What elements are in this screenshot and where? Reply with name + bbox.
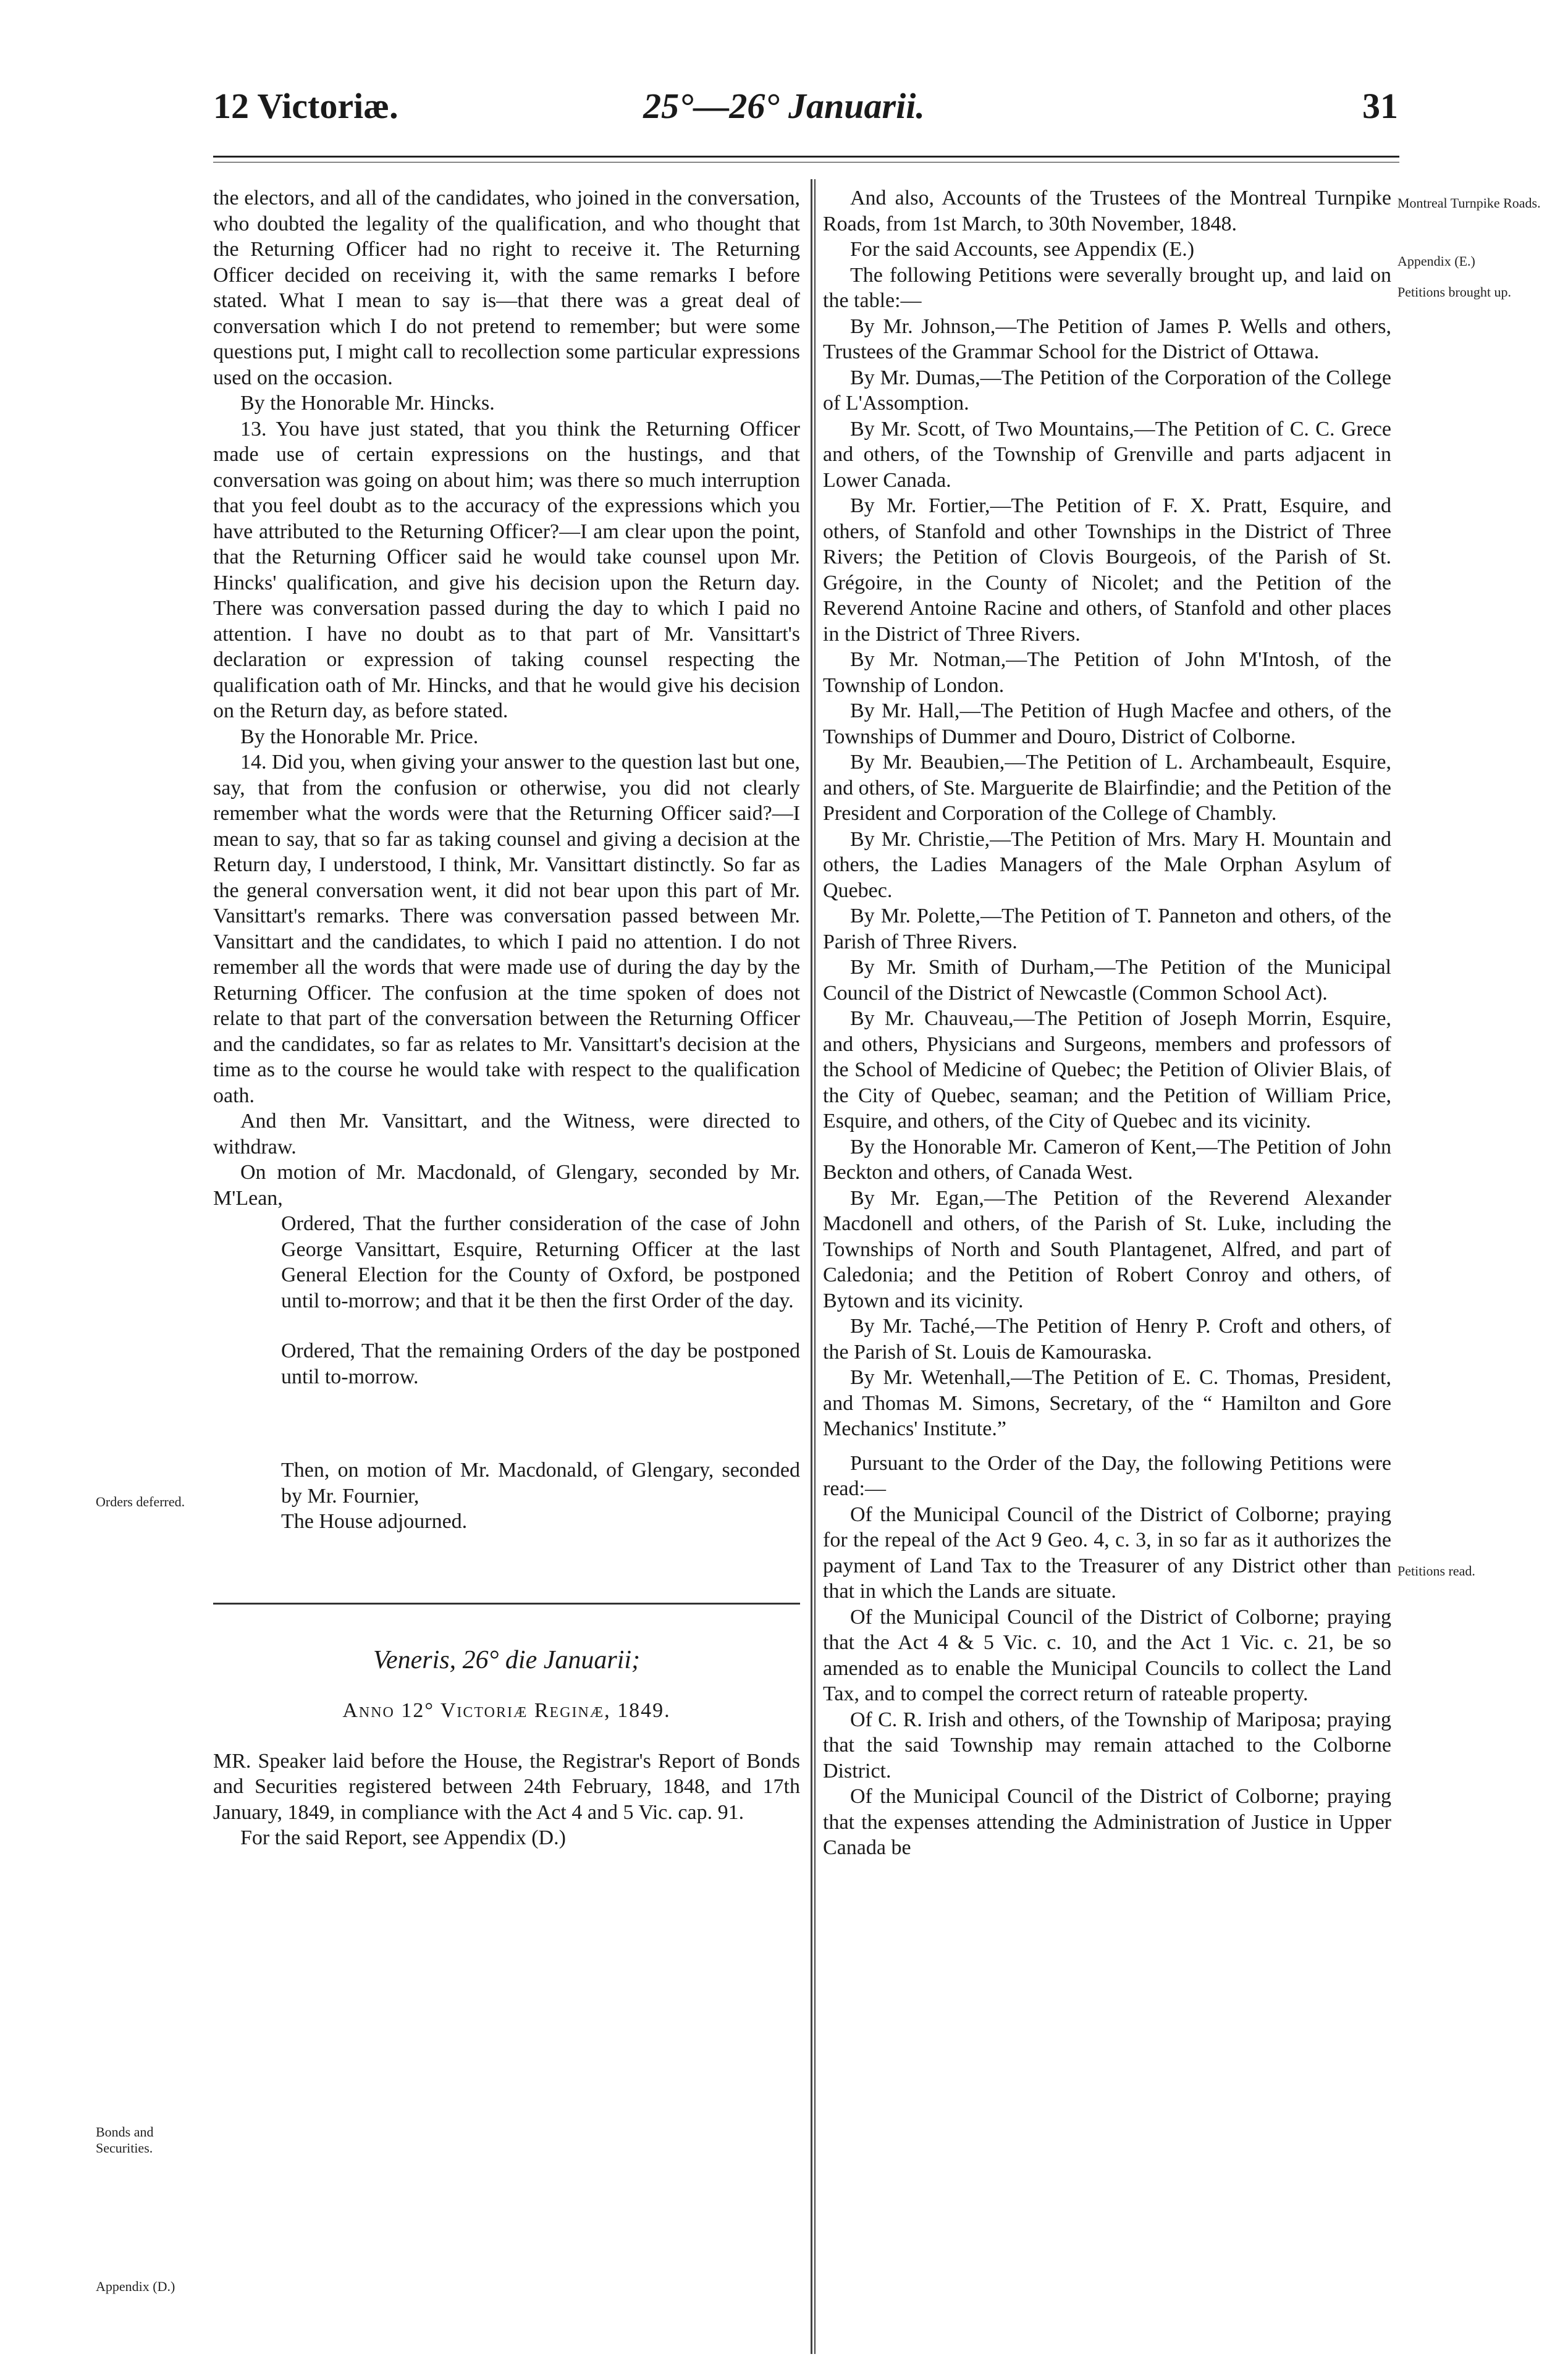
petition-entry: By Mr. Dumas,—The Petition of the Corporation of the College of L'Assomption. xyxy=(823,366,1391,415)
right-column xyxy=(823,185,1391,1861)
appendix-d-line: For the said Report, see Appendix (D.) xyxy=(240,1826,566,1849)
petition-entry: By Mr. Wetenhall,—The Petition of E. C. Thomas, President, and Thomas M. Simons, Secretary, of the “ Hamilton and Gore Mechanics' Institute.” xyxy=(823,1366,1391,1440)
question-14: 14. Did you, when giving your answer to the question last but one, say, that from the confusion or otherwise, you did not clearly remember what the words were that the Returning Officer said?—I mean to say, that so far as taking counsel and giving a decision at the Return day, I understood, I think, Mr. Vansittart distinctly. So far as the general conversation went, it did not bear upon this part of Mr. Vansittart's remarks. There was conversation passed between Mr. Vansittart and the candidates, to which I paid no attention. I do not remember all the words that were made use of during the day by the Returning Officer. The confusion at the time spoken of does not relate to that part of the conversation between the Returning Officer and the candidates, so far as relates to Mr. Vansittart's decision at the time as to the course he would take with respect to the qualification oath. xyxy=(213,751,800,1107)
header-left: 12 Victoriæ. xyxy=(213,86,398,126)
petitions-read-line: Pursuant to the Order of the Day, the following Petitions were read:— xyxy=(823,1451,1391,1500)
spacer xyxy=(213,1390,800,1457)
left-column xyxy=(213,185,800,1851)
spacer xyxy=(823,1442,1391,1451)
petitions-brought-up: The following Petitions were severally brought up, and laid on the table:— xyxy=(823,263,1391,312)
ordered-postponed: Ordered, That the remaining Orders of the day be postponed until to-morrow. xyxy=(281,1339,800,1388)
page-number: 31 xyxy=(1362,86,1398,126)
petition-entry: By Mr. Scott, of Two Mountains,—The Petition of C. C. Grece and others, of the Township of Grenville and parts adjacent in Lower Canada. xyxy=(823,417,1391,492)
header-date: 25°—26° Januarii. xyxy=(643,86,925,126)
petition-read-entry: Of the Municipal Council of the District of Colborne; praying that the expenses attending the Administration of Justice in Upper Canada be xyxy=(823,1785,1391,1859)
motion-line: On motion of Mr. Macdonald, of Glengary, seconded by Mr. M'Lean, xyxy=(213,1161,800,1210)
paragraph: the electors, and all of the candidates, who joined in the conversation, who doubted the legality of the qualification, and who thought that the Returning Officer had no right to receive it. The Returning Officer decided on receiving it, with the same remarks I before stated. What I mean to say is—that there was a great deal of conversation which I do not pretend to remember; but were some questions put, I might call to recollection some particular expressions used on the occasion. xyxy=(213,187,800,389)
spacer xyxy=(213,1314,800,1338)
question-13: 13. You have just stated, that you think the Returning Officer made use of certain expressions on the hustings, and that conversation was going on about him; was there so much interruption that you feel doubt as to the accuracy of the expressions which you have attributed to the Returning Officer?—I am clear upon the point, that the Returning Officer said he would take counsel upon Mr. Hincks' qualification, and give his decision upon the Return day. There was conversation passed during the day to which I paid no attention. I have no doubt as to that part of Mr. Vansittart's declaration or expression of taking counsel respecting the qualification oath of Mr. Hincks, and that he would give his decision on the Return day, as before stated. xyxy=(213,417,800,722)
petition-read-entry: Of C. R. Irish and others, of the Township of Mariposa; praying that the said Township may remain attached to the Colborne District. xyxy=(823,1708,1391,1782)
section-rule xyxy=(213,1603,800,1605)
header-rule-top xyxy=(213,156,1399,158)
margin-note-petitions-up: Petitions brought up. xyxy=(1397,284,1511,300)
examiner-line: By the Honorable Mr. Hincks. xyxy=(240,392,495,415)
petition-read-entry: Of the Municipal Council of the District of Colborne; praying for the repeal of the Act 9 Geo. 4, c. 3, in so far as it authorizes the payment of Land Tax to the Treasurer of any District other than that in which the Lands are situate. xyxy=(823,1503,1391,1603)
petition-entry: By Mr. Chauveau,—The Petition of Joseph Morrin, Esquire, and others, Physicians and Surgeons, members and professors of the School of Medicine of Quebec; the Petition of Olivier Blais, of the City of Quebec, seaman; and the Petition of William Price, Esquire, and others, of the City of Quebec and its vicinity. xyxy=(823,1007,1391,1133)
petition-entry: By Mr. Smith of Durham,—The Petition of the Municipal Council of the District of Newcastle (Common School Act). xyxy=(823,956,1391,1005)
petition-entry: By the Honorable Mr. Cameron of Kent,—The Petition of John Beckton and others, of Canada West. xyxy=(823,1135,1391,1184)
examiner-line: By the Honorable Mr. Price. xyxy=(240,725,479,748)
margin-note-appendix-e: Appendix (E.) xyxy=(1397,253,1475,269)
margin-note-petitions-read: Petitions read. xyxy=(1397,1563,1475,1579)
petition-entry: By Mr. Egan,—The Petition of the Reverend Alexander Macdonell and others, of the Parish of St. Luke, including the Townships of North and South Plantagenet, Alfred, and part of Caledonia; and the Petition of Robert Conroy and others, of Bytown and its vicinity. xyxy=(823,1186,1391,1312)
petition-entry: By Mr. Johnson,—The Petition of James P. Wells and others, Trustees of the Grammar School for the District of Ottawa. xyxy=(823,314,1391,363)
petition-entry: By Mr. Christie,—The Petition of Mrs. Mary H. Mountain and others, the Ladies Managers of the Male Orphan Asylum of Quebec. xyxy=(823,827,1391,902)
petition-entry: By Mr. Beaubien,—The Petition of L. Archambeault, Esquire, and others, of Ste. Marguerite de Blairfindie; and the Petition of the President and Corporation of the College of Chambly. xyxy=(823,751,1391,825)
day-heading: Veneris, 26° die Januarii; xyxy=(373,1645,641,1674)
withdraw-line: And then Mr. Vansittart, and the Witness, were directed to withdraw. xyxy=(213,1110,800,1158)
column-divider xyxy=(811,179,812,2354)
petition-entry: By Mr. Polette,—The Petition of T. Panneton and others, of the Parish of Three Rivers. xyxy=(823,905,1391,953)
header-center xyxy=(0,85,1568,127)
petition-entry: By Mr. Fortier,—The Petition of F. X. Pratt, Esquire, and others, of Stanfold and other Townships in the District of Three Rivers; the Petition of Clovis Bourgeois, of the Parish of St. Grégoire, in the County of Nicolet; and the Petition of the Reverend Antoine Racine and others, of Stanfold and other places in the District of Three Rivers. xyxy=(823,494,1391,646)
appendix-e-line: For the said Accounts, see Appendix (E.) xyxy=(850,238,1195,261)
adjourned-line: The House adjourned. xyxy=(281,1510,468,1533)
anno-line: Anno 12° Victoriæ Reginæ, 1849. xyxy=(342,1699,671,1722)
petition-entry: By Mr. Notman,—The Petition of John M'Intosh, of the Township of London. xyxy=(823,648,1391,697)
accounts-line: And also, Accounts of the Trustees of the Montreal Turnpike Roads, from 1st March, to 30th November, 1848. xyxy=(823,187,1391,235)
petition-read-entry: Of the Municipal Council of the District of Colborne; praying that the Act 4 & 5 Vic. c. 10, and the Act 1 Vic. c. 21, be so amended as to enable the Municipal Councils to collect the Land Tax, and to compel the correct return of rateable property. xyxy=(823,1605,1391,1705)
adjourn-motion: Then, on motion of Mr. Macdonald, of Glengary, seconded by Mr. Fournier, xyxy=(281,1459,800,1508)
margin-note-bonds: Bonds and Securities. xyxy=(96,2124,154,2156)
margin-note-orders: Orders deferred. xyxy=(96,1494,185,1509)
margin-note-appendix-d: Appendix (D.) xyxy=(96,2279,175,2294)
petition-entry: By Mr. Hall,—The Petition of Hugh Macfee and others, of the Townships of Dummer and Douro, District of Colborne. xyxy=(823,699,1391,748)
margin-note-montreal: Montreal Turnpike Roads. xyxy=(1397,195,1541,211)
petition-entry: By Mr. Taché,—The Petition of Henry P. Croft and others, of the Parish of St. Louis de Kamouraska. xyxy=(823,1315,1391,1364)
column-divider-inner xyxy=(814,179,816,2354)
speaker-report: MR. Speaker laid before the House, the Registrar's Report of Bonds and Securities registered between 24th February, 1848, and 17th January, 1849, in compliance with the Act 4 and 5 Vic. cap. 91. xyxy=(213,1749,800,1824)
ordered-paragraph: Ordered, That the further consideration of the case of John George Vansittart, Esquire, Returning Officer at the last General Election for the County of Oxford, be postponed until to-morrow; and that it be then the first Order of the day. xyxy=(281,1212,800,1312)
